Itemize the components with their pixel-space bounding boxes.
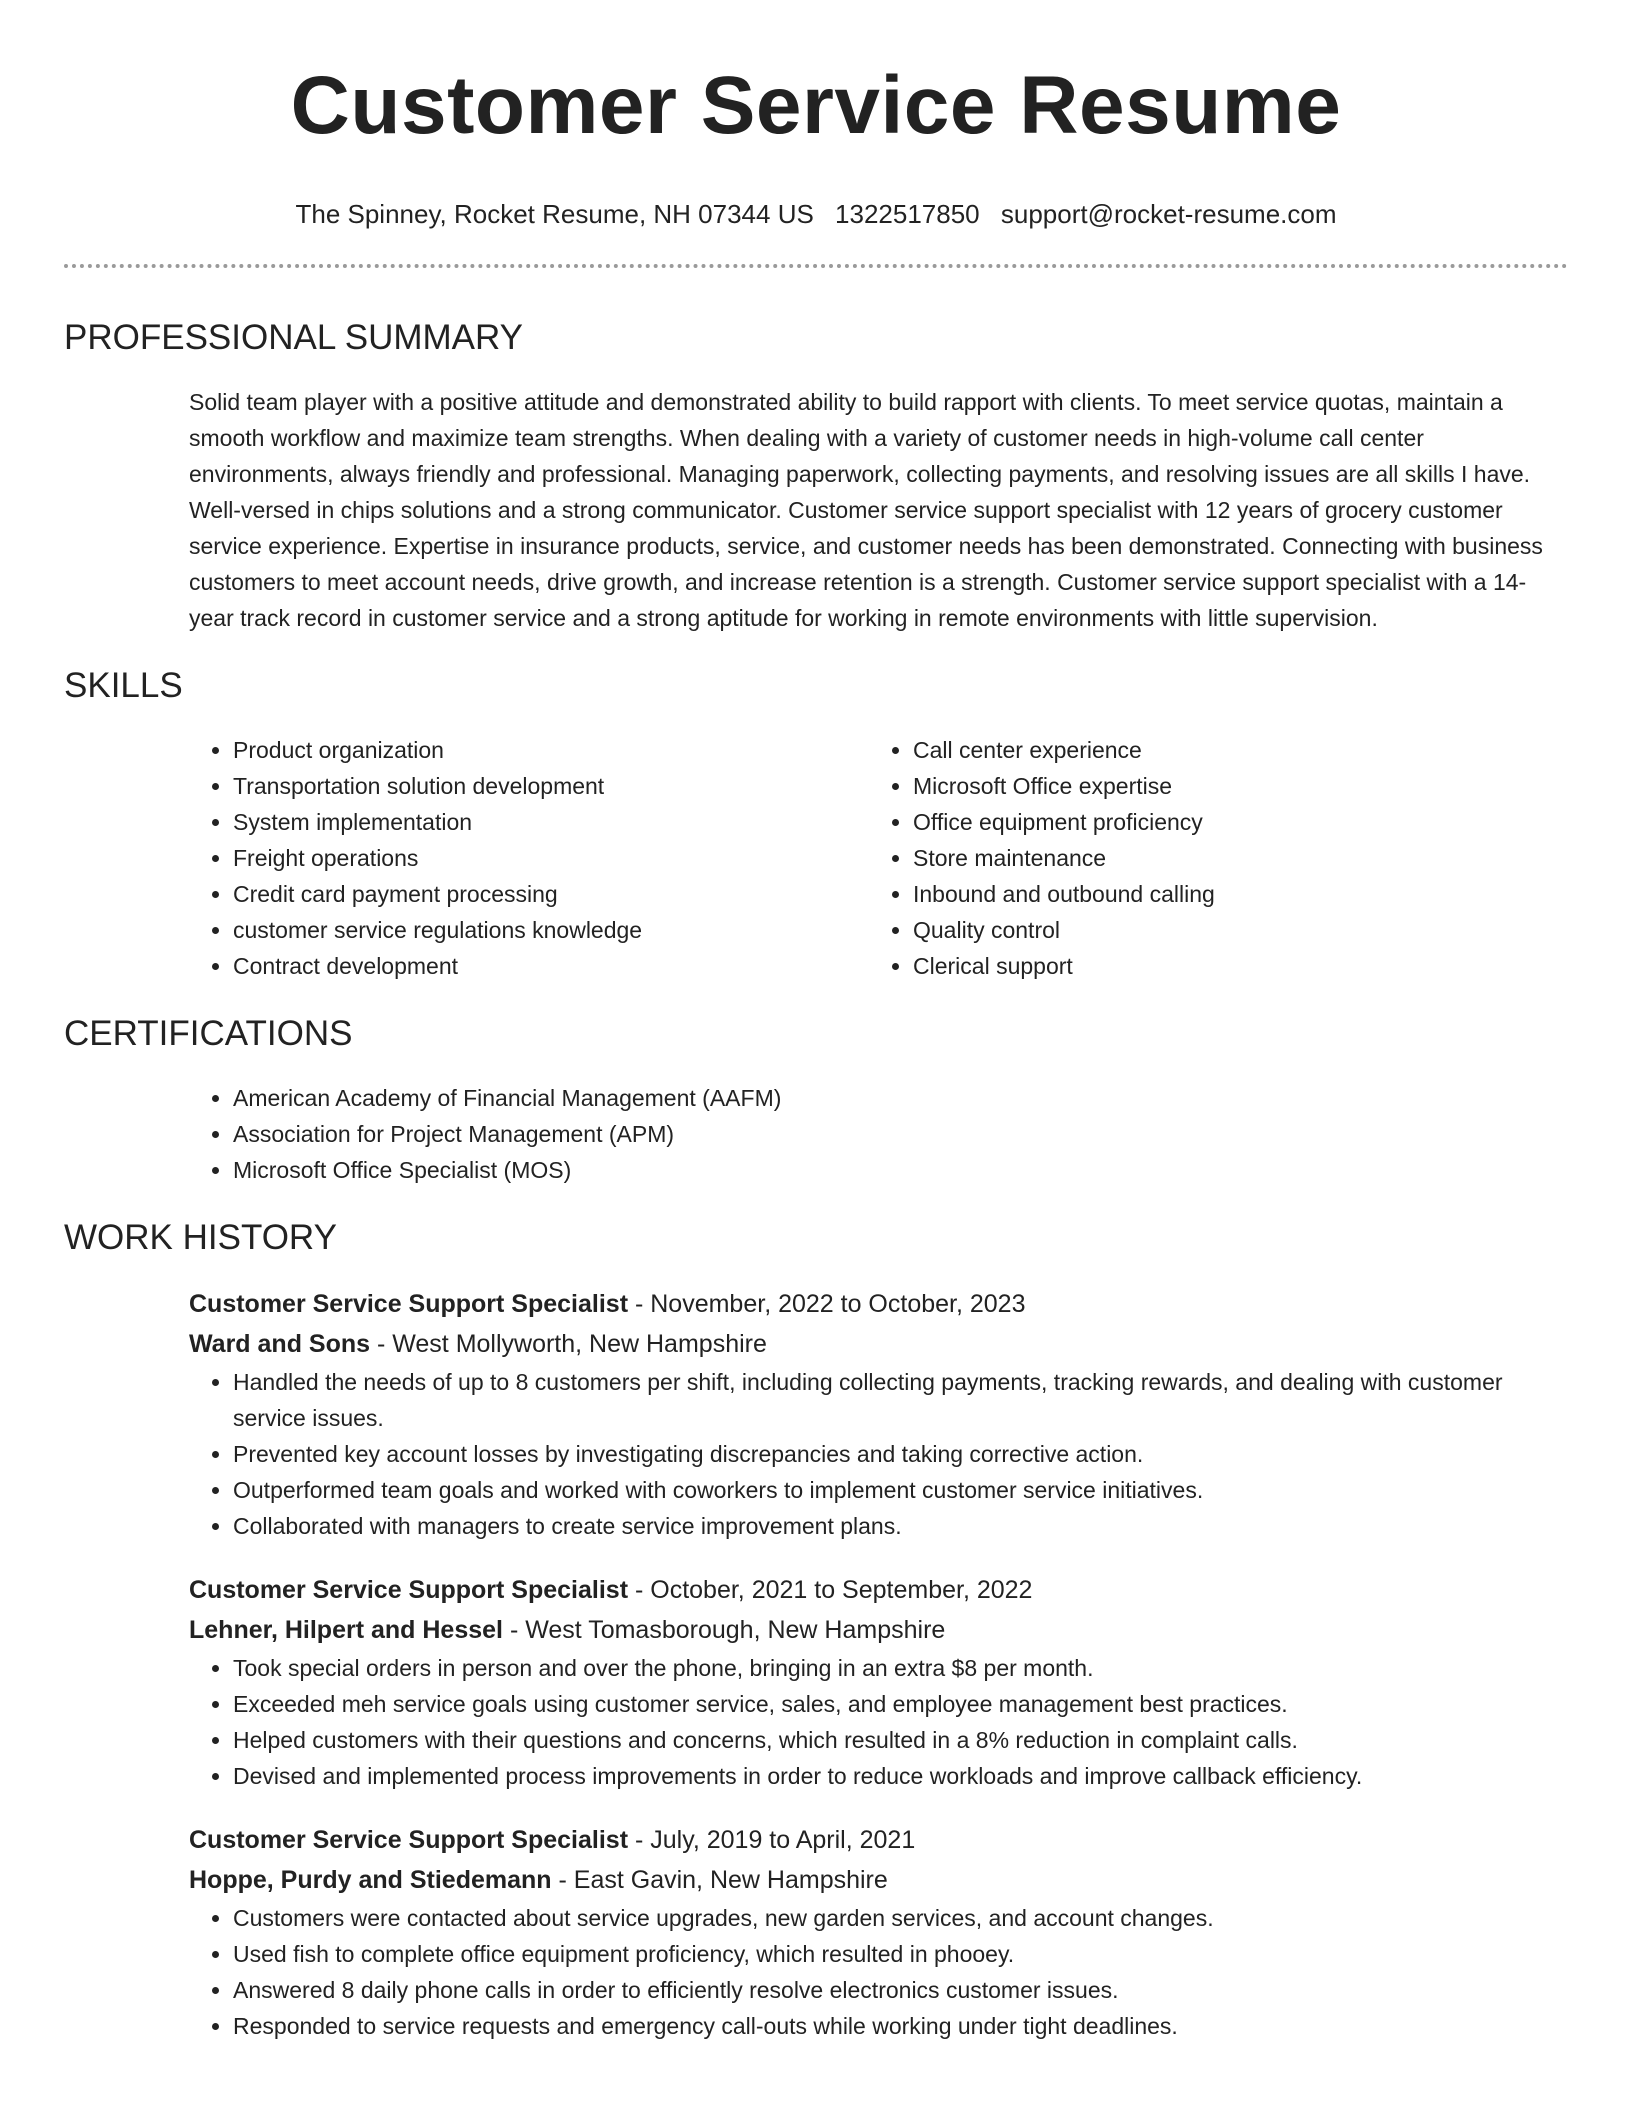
job-bullets [189,1900,1568,2044]
job-role: Customer Service Support Specialist [189,1826,629,1854]
job-entry [189,1820,1568,2044]
job-company-line [189,1610,1568,1650]
job-bullet: • Customers were contacted about service upgrades, new garden services, and account changes. [233,1900,1568,1936]
certification-item: • Association for Project Management (APM) [233,1116,1568,1152]
job-company: Lehner, Hilpert and Hessel [189,1616,503,1644]
job-company: Ward and Sons [189,1330,371,1358]
job-dates: - October, 2021 to September, 2022 [628,1576,1033,1604]
job-company-line [189,1324,1568,1364]
section-title-summary: PROFESSIONAL SUMMARY [64,318,523,357]
job-bullet: • Collaborated with managers to create service improvement plans. [233,1508,1568,1544]
job-entry [189,1570,1568,1794]
summary-text: Solid team player with a positive attitude and demonstrated ability to build rapport with clients. To meet service quotas, maintain a smooth workflow and maximize team strengths. When dealing with a variety of customer needs in high-volume call center environments, always friendly and professional. Managing paperwork, collecting payments, and resolving issues are all skills I have. Well-versed in chips solutions and a strong communicator. Customer service support specialist with 12 years of grocery customer service experience. Expertise in insurance products, service, and customer needs has been demonstrated. Connecting with business customers to meet account needs, drive growth, and increase retention is a strength. Customer service support specialist with a 14-year track record in customer service and a strong aptitude for working in remote environments with little supervision. [189,389,1543,631]
skill-item: • Microsoft Office expertise [913,768,1549,804]
job-company-line [189,1860,1568,1900]
job-bullet: • Helped customers with their questions and concerns, which resulted in a 8% reduction in complaint calls. [233,1722,1568,1758]
skill-item: • Clerical support [913,948,1549,984]
job-bullet: • Handled the needs of up to 8 customers per shift, including collecting payments, tracking rewards, and dealing with customer service issues. [233,1364,1568,1436]
skill-item: • Credit card payment processing [233,876,869,912]
job-bullets [189,1364,1568,1544]
job-bullet: • Exceeded meh service goals using customer service, sales, and employee management best practices. [233,1686,1568,1722]
contact-address: The Spinney, Rocket Resume, NH 07344 US [295,199,814,229]
skill-item: • System implementation [233,804,869,840]
job-location: - West Mollyworth, New Hampshire [370,1330,767,1358]
job-entry [189,1284,1568,1544]
skills-column-left [189,732,869,984]
job-role-line [189,1570,1568,1610]
contact-email: support@rocket-resume.com [1000,199,1337,229]
job-dates: - July, 2019 to April, 2021 [628,1826,916,1854]
job-company: Hoppe, Purdy and Stiedemann [189,1866,552,1894]
skill-item: • Office equipment proficiency [913,804,1549,840]
section-title-certifications: CERTIFICATIONS [64,1014,353,1053]
skill-item: • Freight operations [233,840,869,876]
skill-item: • Call center experience [913,732,1549,768]
certifications-list [189,1080,1568,1188]
job-bullet: • Devised and implemented process improvements in order to reduce workloads and improve callback efficiency. [233,1758,1568,1794]
skill-item: • Inbound and outbound calling [913,876,1549,912]
certification-item: • Microsoft Office Specialist (MOS) [233,1152,1568,1188]
job-bullet: • Took special orders in person and over the phone, bringing in an extra $8 per month. [233,1650,1568,1686]
job-bullet: • Outperformed team goals and worked with coworkers to implement customer service initiatives. [233,1472,1568,1508]
job-bullet: • Used fish to complete office equipment proficiency, which resulted in phooey. [233,1936,1568,1972]
job-bullet: • Prevented key account losses by investigating discrepancies and taking corrective action. [233,1436,1568,1472]
job-role: Customer Service Support Specialist [189,1290,629,1318]
skill-item: • Contract development [233,948,869,984]
skill-item: • Transportation solution development [233,768,869,804]
certification-item: • American Academy of Financial Management (AAFM) [233,1080,1568,1116]
header-divider [64,264,1568,268]
skills-grid [189,732,1568,984]
job-role: Customer Service Support Specialist [189,1576,629,1604]
skill-item: • Store maintenance [913,840,1549,876]
skill-item: • Product organization [233,732,869,768]
skills-column-right [869,732,1549,984]
section-title-work-history: WORK HISTORY [64,1218,337,1257]
section-title-skills: SKILLS [64,666,183,705]
contact-phone: 1322517850 [835,199,980,229]
skill-item: • customer service regulations knowledge [233,912,869,948]
job-location: - West Tomasborough, New Hampshire [503,1616,946,1644]
resume-title: Customer Service Resume [290,60,1342,151]
job-bullet: • Responded to service requests and emergency call-outs while working under tight deadlines. [233,2008,1568,2044]
job-dates: - November, 2022 to October, 2023 [628,1290,1026,1318]
contact-line [64,198,1568,230]
job-bullet: • Answered 8 daily phone calls in order to efficiently resolve electronics customer issues. [233,1972,1568,2008]
job-role-line [189,1820,1568,1860]
job-bullets [189,1650,1568,1794]
job-role-line [189,1284,1568,1324]
job-location: - East Gavin, New Hampshire [551,1866,888,1894]
skill-item: • Quality control [913,912,1549,948]
